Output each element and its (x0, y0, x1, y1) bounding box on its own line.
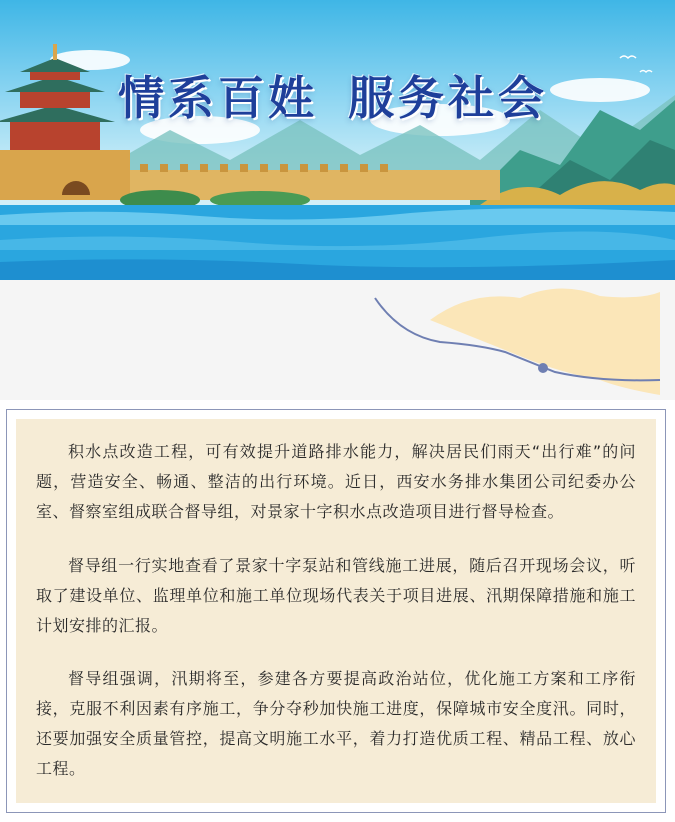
article-frame (6, 409, 666, 813)
decorative-divider (0, 280, 675, 400)
banner-title-part1: 情系百姓 (118, 71, 318, 125)
banner-title (118, 62, 548, 128)
article-body (16, 419, 656, 803)
banner-title-part2: 服务社会 (348, 71, 548, 125)
wave-decoration (0, 280, 675, 400)
landscape-illustration (0, 0, 675, 280)
header-banner (0, 0, 675, 280)
paragraph-3: 督导组强调，汛期将至，参建各方要提高政治站位，优化施工方案和工序衔接，克服不利因素有序施工，争分夺秒加快施工进度，保障城市安全度汛。同时，还要加强安全质量管控，提高文明施工水平，着力打造优质工程、精品工程、放心工程。 (36, 669, 636, 778)
paragraph-2: 督导组一行实地查看了景家十字泵站和管线施工进展，随后召开现场会议，听取了建设单位、监理单位和施工单位现场代表关于项目进展、汛期保障措施和施工计划安排的汇报。 (36, 556, 636, 635)
paragraph-1: 积水点改造工程，可有效提升道路排水能力，解决居民们雨天“出行难”的问题，营造安全、畅通、整洁的出行环境。近日，西安水务排水集团公司纪委办公室、督察室组成联合督导组，对景家十字积水点改造项目进行督导检查。 (36, 442, 636, 521)
